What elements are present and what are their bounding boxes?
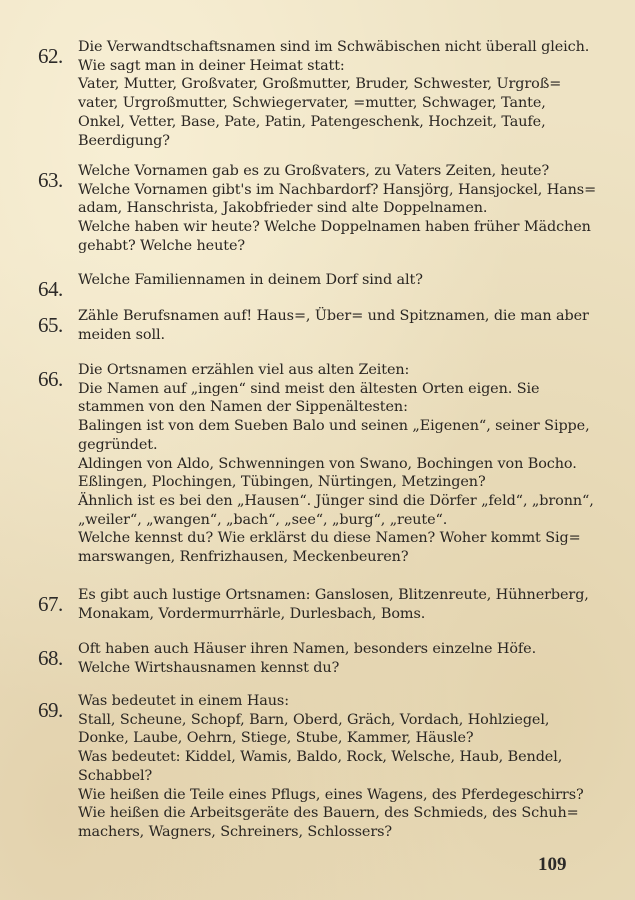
question-item [38,361,594,567]
text-line: Onkel, Vetter, Base, Pate, Patin, Patengeschenk, Hochzeit, Taufe, [78,113,546,130]
text-line: Stall, Scheune, Schopf, Barn, Oberd, Gräch, Vordach, Hohlziegel, [78,711,550,728]
question-item [38,162,597,256]
question-item [38,271,583,301]
question-item [38,692,583,842]
text-line: Balingen ist von dem Sueben Balo und seinen „Eigenen“, seiner Sippe, [78,418,590,435]
text-line: Welche Vornamen gibt's im Nachbardorf? Hansjörg, Hansjockel, Hans= [78,181,597,198]
question-text [78,162,597,256]
question-text [78,38,590,150]
text-line: Welche kennst du? Wie erklärst du diese Namen? Woher kommt Sig= [78,530,581,547]
text-line: adam, Hanschrista, Jakobfrieder sind alte Doppelnamen. [78,200,488,217]
question-number: 62. [38,44,63,68]
text-line: Was bedeutet in einem Haus: [78,693,289,709]
text-line: Welche Vornamen gab es zu Großvaters, zu Vaters Zeiten, heute? [78,163,550,179]
text-line: Oft haben auch Häuser ihren Namen, besonders einzelne Höfe. [78,641,537,657]
text-line: Welche haben wir heute? Welche Doppelnamen haben früher Mädchen [78,219,591,236]
question-item [38,586,589,623]
text-line: Wie heißen die Arbeitsgeräte des Bauern, des Schmieds, des Schuh= [78,805,579,822]
question-number: 64. [38,277,63,301]
text-line: Wie sagt man in deiner Heimat statt: [78,57,345,74]
question-item [38,640,583,677]
question-number: 66. [38,367,63,391]
text-line: gehabt? Welche heute? [78,237,245,254]
question-text [78,692,583,842]
question-text [78,640,583,677]
question-number: 69. [38,698,63,722]
question-number: 68. [38,646,63,670]
question-text [78,361,594,567]
text-line: Welche Familiennamen in deinem Dorf sind alt? [78,272,423,288]
question-text [78,307,589,344]
text-line: Die Namen auf „ingen“ sind meist den ältesten Orten eigen. Sie [78,380,540,397]
question-number: 67. [38,592,63,616]
text-line: gegründet. [78,436,158,453]
text-line: Beerdigung? [78,132,170,149]
question-number: 65. [38,313,63,337]
text-line: stammen von den Namen der Sippenältesten: [78,399,408,416]
text-line: Eßlingen, Plochingen, Tübingen, Nürtingen, Metzingen? [78,474,486,491]
text-line: Schabbel? [78,767,153,784]
text-line: marswangen, Renfrizhausen, Meckenbeuren? [78,549,409,566]
text-line: Vater, Mutter, Großvater, Großmutter, Bruder, Schwester, Urgroß= [78,76,562,93]
text-line: Monakam, Vordermurrhärle, Durlesbach, Boms. [78,605,426,622]
question-text [78,586,589,623]
question-item [38,307,589,344]
text-line: Donke, Laube, Oehrn, Stiege, Stube, Kammer, Häusle? [78,730,474,747]
text-line: Aldingen von Aldo, Schwenningen von Swano, Bochingen von Bocho. [78,455,577,472]
text-line: vater, Urgroßmutter, Schwiegervater, =mutter, Schwager, Tante, [78,95,546,112]
text-line: Die Verwandtschaftsnamen sind im Schwäbischen nicht überall gleich. [78,39,590,55]
text-line: Die Ortsnamen erzählen viel aus alten Zeiten: [78,362,410,378]
text-line: machers, Wagners, Schreiners, Schlossers? [78,823,393,840]
text-line: Welche Wirtshausnamen kennst du? [78,659,340,676]
text-line: Was bedeutet: Kiddel, Wamis, Baldo, Rock, Welsche, Haub, Bendel, [78,749,563,766]
text-line: Zähle Berufsnamen auf! Haus=, Über= und Spitznamen, die man aber [78,308,589,324]
question-item [38,38,590,150]
text-line: Ähnlich ist es bei den „Hausen“. Jünger sind die Dörfer „feld“, „bronn“, [78,492,594,509]
question-text [78,271,583,290]
text-line: Wie heißen die Teile eines Pflugs, eines Wagens, des Pferdegeschirrs? [78,786,584,803]
text-line: meiden soll. [78,326,165,343]
question-number: 63. [38,168,63,192]
page-number: 109 [538,854,567,875]
text-line: „weiler“, „wangen“, „bach“, „see“, „burg“, „reute“. [78,511,448,528]
text-line: Es gibt auch lustige Ortsnamen: Ganslosen, Blitzenreute, Hühnerberg, [78,587,589,603]
